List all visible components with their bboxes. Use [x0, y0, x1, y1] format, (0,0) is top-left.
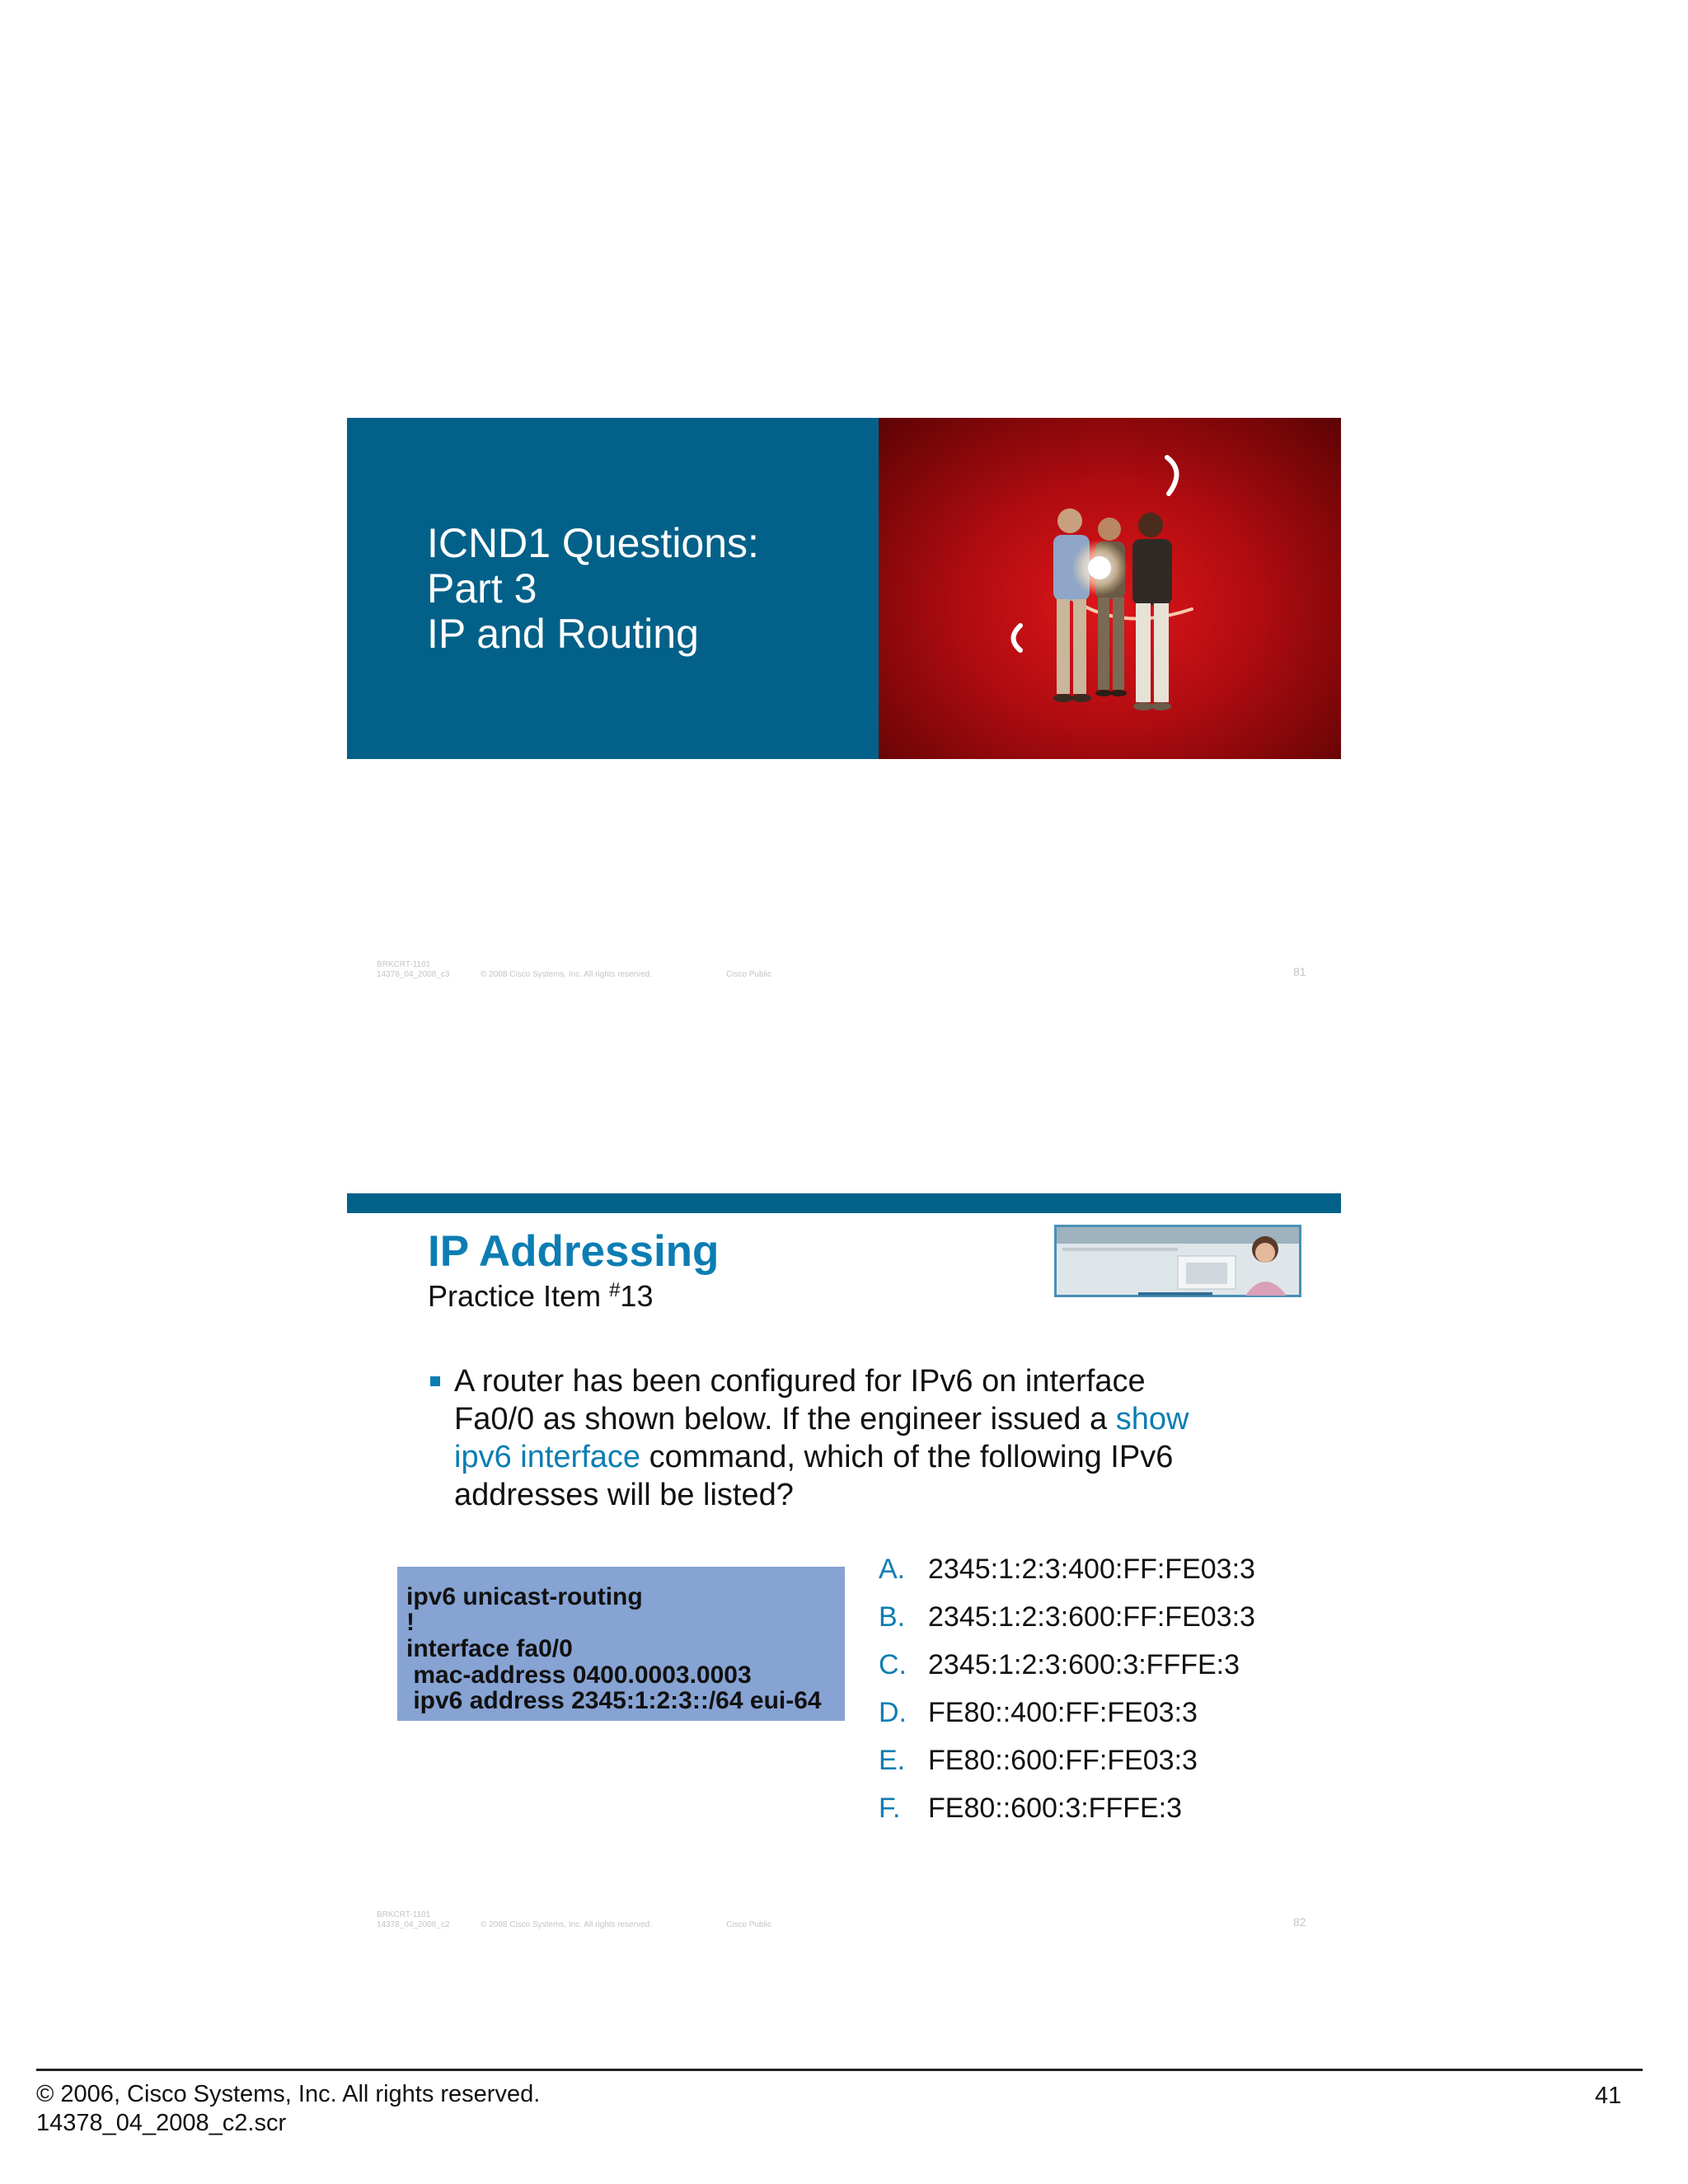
question-text	[454, 1362, 1262, 1514]
subtitle-prefix: Practice Item	[428, 1279, 610, 1313]
slide-code-line: BRKCRT-1101	[377, 1910, 431, 1919]
slide-code-line: 14378_04_2008_c2	[377, 1920, 450, 1929]
answer-letter: D.	[879, 1697, 907, 1728]
question-slide	[347, 1193, 1341, 1935]
slide-title: IP Addressing	[428, 1227, 720, 1276]
slide-header-bar	[347, 1193, 1341, 1213]
slide-classification: Cisco Public	[726, 1920, 772, 1929]
config-line: ipv6 unicast-routing	[406, 1583, 643, 1610]
person-left	[1053, 509, 1091, 702]
question-line: A router has been configured for IPv6 on interface	[454, 1364, 1146, 1399]
slide-title	[427, 521, 759, 657]
question-line	[454, 1438, 1262, 1476]
answer-value: FE80::400:FF:FE03:3	[928, 1697, 1198, 1728]
answer-letter: B.	[879, 1601, 906, 1633]
person-right	[1132, 513, 1172, 710]
slide-number: 81	[1293, 965, 1306, 978]
page-number: 41	[1595, 2083, 1622, 2109]
question-text-part: Fa0/0 as shown below. If the engineer issued a	[454, 1402, 1116, 1436]
glowing-orb-core	[1088, 556, 1111, 579]
slide-code-line: 14378_04_2008_c3	[377, 970, 450, 979]
question-text-part: command, which of the following IPv6	[640, 1440, 1174, 1474]
people-illustration	[879, 418, 1341, 759]
page-filename: 14378_04_2008_c2.scr	[36, 2110, 287, 2136]
slide-number: 82	[1293, 1915, 1306, 1929]
title-slide	[347, 418, 1341, 759]
slide-footer	[377, 960, 1325, 985]
command-highlight: show	[1115, 1402, 1189, 1436]
answer-letter: E.	[879, 1745, 906, 1776]
answer-value: FE80::600:FF:FE03:3	[928, 1745, 1198, 1776]
config-code-box	[397, 1567, 845, 1721]
slide-code-line: BRKCRT-1101	[377, 960, 431, 969]
slide-title-line: IP and Routing	[427, 611, 699, 657]
question-line: addresses will be listed?	[454, 1478, 794, 1512]
answer-value: 2345:1:2:3:600:3:FFFE:3	[928, 1649, 1240, 1680]
slide-title-line: Part 3	[427, 565, 537, 612]
answer-letter: F.	[879, 1793, 901, 1824]
slide-title-line: ICND1 Questions:	[427, 520, 759, 566]
slide-code	[377, 1910, 449, 1930]
answer-letter: A.	[879, 1554, 906, 1585]
answer-letter: C.	[879, 1649, 907, 1680]
title-panel	[347, 418, 879, 759]
bullet-square-icon	[430, 1376, 440, 1386]
question-line	[454, 1400, 1262, 1438]
config-line: !	[406, 1609, 415, 1636]
answer-value: 2345:1:2:3:600:FF:FE03:3	[928, 1601, 1255, 1633]
swirl-arc	[1014, 626, 1021, 650]
answer-value: 2345:1:2:3:400:FF:FE03:3	[928, 1554, 1255, 1585]
subtitle-hash: #	[609, 1279, 621, 1301]
slide-copyright: © 2008 Cisco Systems, Inc. All rights reserved.	[481, 970, 653, 979]
slide-subtitle	[428, 1279, 653, 1314]
slide-footer	[377, 1910, 1325, 1935]
presenter-photo	[1054, 1225, 1301, 1297]
config-line: mac-address 0400.0003.0003	[406, 1661, 752, 1689]
slide-code	[377, 960, 449, 980]
subtitle-number: 13	[620, 1279, 654, 1313]
footer-divider	[36, 2069, 1643, 2071]
page-copyright: © 2006, Cisco Systems, Inc. All rights reserved.	[36, 2081, 541, 2107]
config-line: ipv6 address 2345:1:2:3::/64 eui-64	[406, 1687, 822, 1714]
slide-copyright: © 2008 Cisco Systems, Inc. All rights reserved.	[481, 1920, 653, 1929]
answer-value: FE80::600:3:FFFE:3	[928, 1793, 1183, 1824]
swirl-arc	[1167, 457, 1177, 494]
config-line: interface fa0/0	[406, 1635, 573, 1662]
slide-classification: Cisco Public	[726, 970, 772, 979]
command-highlight: ipv6 interface	[454, 1440, 641, 1474]
people-photo	[879, 418, 1341, 759]
